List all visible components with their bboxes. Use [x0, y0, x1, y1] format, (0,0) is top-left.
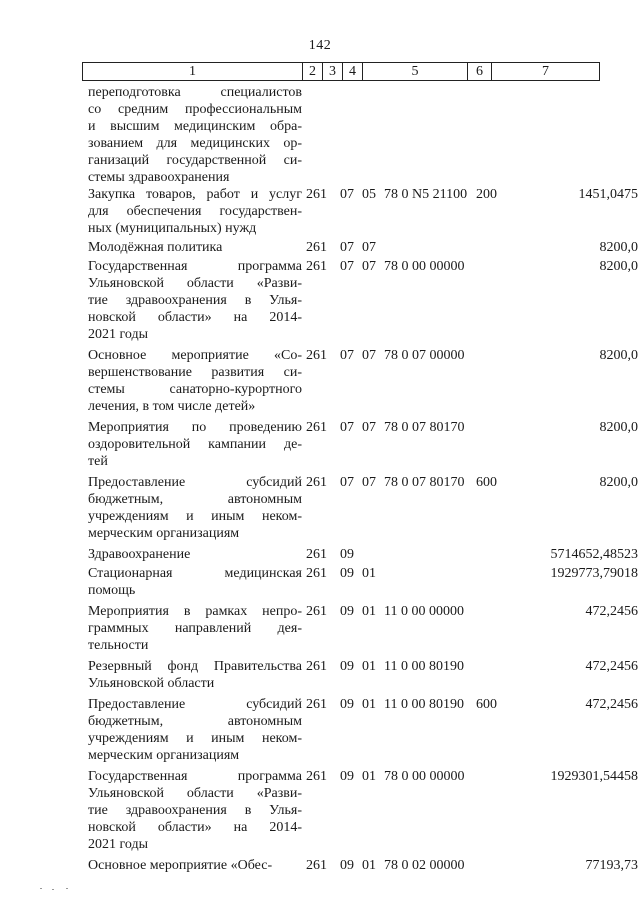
table-row — [0, 474, 640, 542]
row-name-line: переподготовка специалистов — [88, 85, 302, 100]
row-pr: 07 — [362, 420, 376, 435]
col-header-cs: 5 — [363, 63, 468, 81]
row-name — [88, 239, 302, 256]
row-name-line: мерческим организациям — [88, 748, 240, 763]
row-gr: 261 — [306, 604, 327, 619]
row-sum: 8200,0 — [599, 348, 638, 363]
column-header-row — [82, 62, 600, 81]
row-vr: 600 — [476, 697, 497, 712]
row-sum: 472,2456 — [585, 697, 638, 712]
table-row — [0, 565, 640, 599]
row-rz: 07 — [340, 187, 354, 202]
row-name — [88, 658, 302, 692]
row-name — [88, 696, 302, 764]
row-cs: 78 0 N5 21100 — [384, 187, 468, 202]
row-cs: 11 0 00 00000 — [384, 604, 464, 619]
row-name-line: лечения, в том числе детей» — [88, 399, 256, 414]
row-name-line: со средним профессиональным — [88, 102, 302, 117]
row-cs: 78 0 00 00000 — [384, 259, 465, 274]
row-gr: 261 — [306, 348, 327, 363]
col-header-gr: 2 — [303, 63, 323, 81]
row-name-line: учреждениям и иным неком- — [88, 731, 302, 746]
row-name — [88, 84, 302, 186]
row-vr: 600 — [476, 475, 497, 490]
row-rz: 09 — [340, 547, 354, 562]
row-cs: 78 0 00 00000 — [384, 769, 465, 784]
row-name-line: Государственная программа — [88, 259, 302, 274]
row-name-line: Здравоохранение — [88, 547, 191, 562]
row-name — [88, 857, 302, 874]
table-row — [0, 658, 640, 692]
row-name-line: 2021 годы — [88, 327, 149, 342]
table-row — [0, 186, 640, 237]
row-gr: 261 — [306, 566, 327, 581]
budget-table-body — [0, 84, 640, 874]
row-cs: 78 0 07 00000 — [384, 348, 465, 363]
row-name-line: зованием для медицинских ор- — [88, 136, 302, 151]
row-gr: 261 — [306, 420, 327, 435]
row-gr: 261 — [306, 858, 327, 873]
row-name-line: Основное мероприятие «Обес- — [88, 858, 273, 873]
row-gr: 261 — [306, 187, 327, 202]
row-sum: 77193,73 — [585, 858, 638, 873]
page-number: 142 — [308, 38, 332, 53]
row-name — [88, 347, 302, 415]
row-name-line: тельности — [88, 638, 149, 653]
row-name-line: тие здравоохранения в Улья- — [88, 293, 302, 308]
row-name — [88, 768, 302, 853]
row-rz: 09 — [340, 697, 354, 712]
row-name-line: Мероприятия по проведению — [88, 420, 302, 435]
row-gr: 261 — [306, 240, 327, 255]
table-row — [0, 603, 640, 654]
row-cs: 78 0 02 00000 — [384, 858, 465, 873]
row-gr: 261 — [306, 259, 327, 274]
row-name-line: новской области» на 2014- — [88, 310, 302, 325]
row-name-line: и высшим медицинским обра- — [88, 119, 302, 134]
row-rz: 07 — [340, 475, 354, 490]
table-row — [0, 84, 640, 186]
table-row — [0, 258, 640, 343]
row-sum: 5714652,48523 — [550, 547, 638, 562]
row-name-line: ганизаций государственной си- — [88, 153, 302, 168]
row-name-line: оздоровительной кампании де- — [88, 437, 302, 452]
row-sum: 1929301,54458 — [550, 769, 638, 784]
row-name-line: новской области» на 2014- — [88, 820, 302, 835]
scan-speck — [66, 888, 68, 889]
table-row — [0, 696, 640, 764]
row-gr: 261 — [306, 769, 327, 784]
row-name-line: мерческим организациям — [88, 526, 240, 541]
row-rz: 09 — [340, 858, 354, 873]
row-gr: 261 — [306, 475, 327, 490]
row-name-line: тие здравоохранения в Улья- — [88, 803, 302, 818]
row-pr: 01 — [362, 659, 376, 674]
row-name — [88, 186, 302, 237]
row-rz: 09 — [340, 566, 354, 581]
table-row — [0, 419, 640, 470]
row-sum: 8200,0 — [599, 475, 638, 490]
row-name-line: Предоставление субсидий — [88, 475, 302, 490]
row-sum: 8200,0 — [599, 420, 638, 435]
row-name-line: бюджетным, автономным — [88, 492, 302, 507]
row-name-line: тей — [88, 454, 108, 469]
row-rz: 09 — [340, 604, 354, 619]
row-pr: 01 — [362, 697, 376, 712]
row-cs: 78 0 07 80170 — [384, 420, 465, 435]
row-name-line: стемы здравоохранения — [88, 170, 230, 185]
row-rz: 07 — [340, 420, 354, 435]
table-row — [0, 546, 640, 563]
row-sum: 472,2456 — [585, 659, 638, 674]
row-name-line: учреждениям и иным неком- — [88, 509, 302, 524]
row-sum: 8200,0 — [599, 240, 638, 255]
row-cs: 11 0 00 80190 — [384, 659, 464, 674]
row-pr: 05 — [362, 187, 376, 202]
row-name — [88, 419, 302, 470]
row-name-line: граммных направлений дея- — [88, 621, 302, 636]
scan-speck — [40, 888, 42, 889]
row-pr: 01 — [362, 604, 376, 619]
row-rz: 07 — [340, 348, 354, 363]
row-pr: 07 — [362, 348, 376, 363]
col-header-rz: 3 — [323, 63, 343, 81]
row-name — [88, 546, 302, 563]
col-header-vr: 6 — [468, 63, 492, 81]
row-pr: 01 — [362, 769, 376, 784]
row-pr: 07 — [362, 240, 376, 255]
row-name-line: Ульяновской области «Разви- — [88, 786, 302, 801]
row-name-line: Основное мероприятие «Со- — [88, 348, 302, 363]
row-gr: 261 — [306, 697, 327, 712]
table-row — [0, 768, 640, 853]
row-sum: 472,2456 — [585, 604, 638, 619]
row-rz: 09 — [340, 659, 354, 674]
row-cs: 11 0 00 80190 — [384, 697, 464, 712]
row-name-line: Ульяновской области — [88, 676, 215, 691]
row-name-line: Мероприятия в рамках непро- — [88, 604, 302, 619]
row-vr: 200 — [476, 187, 497, 202]
table-row — [0, 239, 640, 256]
row-sum: 1929773,79018 — [550, 566, 638, 581]
row-name-line: Предоставление субсидий — [88, 697, 302, 712]
row-name-line: для обеспечения государствен- — [88, 204, 302, 219]
col-header-pr: 4 — [343, 63, 363, 81]
row-name — [88, 565, 302, 599]
row-gr: 261 — [306, 547, 327, 562]
row-name-line: Закупка товаров, работ и услуг — [88, 187, 302, 202]
row-rz: 07 — [340, 240, 354, 255]
row-name-line: Ульяновской области «Разви- — [88, 276, 302, 291]
scan-speck — [52, 889, 54, 890]
row-pr: 01 — [362, 858, 376, 873]
row-name-line: 2021 годы — [88, 837, 149, 852]
row-gr: 261 — [306, 659, 327, 674]
row-name-line: стемы санаторно-курортного — [88, 382, 302, 397]
row-pr: 07 — [362, 259, 376, 274]
row-name — [88, 258, 302, 343]
row-name-line: ных (муниципальных) нужд — [88, 221, 257, 236]
row-name-line: вершенствование развития си- — [88, 365, 302, 380]
row-name-line: помощь — [88, 583, 136, 598]
row-name-line: бюджетным, автономным — [88, 714, 302, 729]
row-name-line: Резервный фонд Правительства — [88, 659, 302, 674]
col-header-name: 1 — [83, 63, 303, 81]
table-row — [0, 347, 640, 415]
row-name — [88, 603, 302, 654]
row-pr: 07 — [362, 475, 376, 490]
row-name — [88, 474, 302, 542]
table-row — [0, 857, 640, 874]
row-name-line: Стационарная медицинская — [88, 566, 302, 581]
row-rz: 09 — [340, 769, 354, 784]
col-header-sum: 7 — [492, 63, 600, 81]
row-name-line: Молодёжная политика — [88, 240, 223, 255]
row-sum: 1451,0475 — [578, 187, 638, 202]
row-sum: 8200,0 — [599, 259, 638, 274]
row-pr: 01 — [362, 566, 376, 581]
row-name-line: Государственная программа — [88, 769, 302, 784]
row-rz: 07 — [340, 259, 354, 274]
row-cs: 78 0 07 80170 — [384, 475, 465, 490]
